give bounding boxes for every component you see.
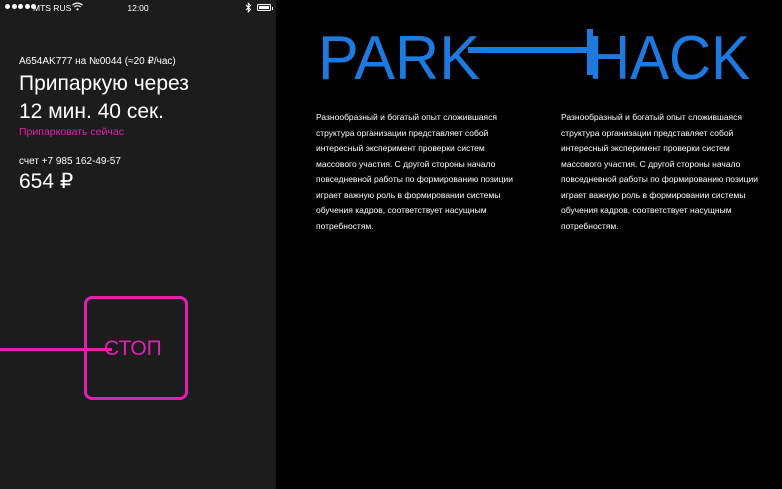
- carrier-name: MTS RUS: [33, 3, 72, 13]
- battery-icon: [257, 4, 271, 11]
- parking-countdown: [19, 70, 269, 126]
- countdown-line-2: 12 мин. 40 сек.: [19, 100, 165, 123]
- description-column-1: Разнообразный и богатый опыт сложившаяся структура организации представляет собой интересный эксперимент проверки систем массового участия. С другой стороны начало повседневной работы по формированию позиции играет важную роль в формировании системы обучения кадров, соответствует насущным потребностям.: [316, 112, 513, 231]
- logo-text-park: PARK: [318, 27, 480, 85]
- account-number: счет +7 985 162-49-57: [19, 156, 121, 167]
- status-bar: [0, 0, 276, 16]
- logo-text-hack: HACK: [588, 27, 750, 85]
- park-hack-logo: [318, 27, 750, 85]
- car-parking-info: A654AK777 на №0044 (≈20 ₽/час): [19, 56, 176, 67]
- park-now-link[interactable]: Припарковать сейчас: [19, 126, 124, 138]
- stop-button-label: СТОП: [104, 337, 162, 360]
- bluetooth-icon: [245, 2, 252, 13]
- account-balance: 654 ₽: [19, 170, 74, 193]
- countdown-line-1: Припаркую через: [19, 72, 189, 95]
- phone-screen: [0, 0, 276, 489]
- description-column-2: Разнообразный и богатый опыт сложившаяся структура организации представляет собой интересный эксперимент проверки систем массового участия. С другой стороны начало повседневной работы по формированию позиции играет важную роль в формировании системы обучения кадров, соответствует насущным потребностям.: [561, 112, 758, 231]
- status-time: 12:00: [127, 3, 149, 13]
